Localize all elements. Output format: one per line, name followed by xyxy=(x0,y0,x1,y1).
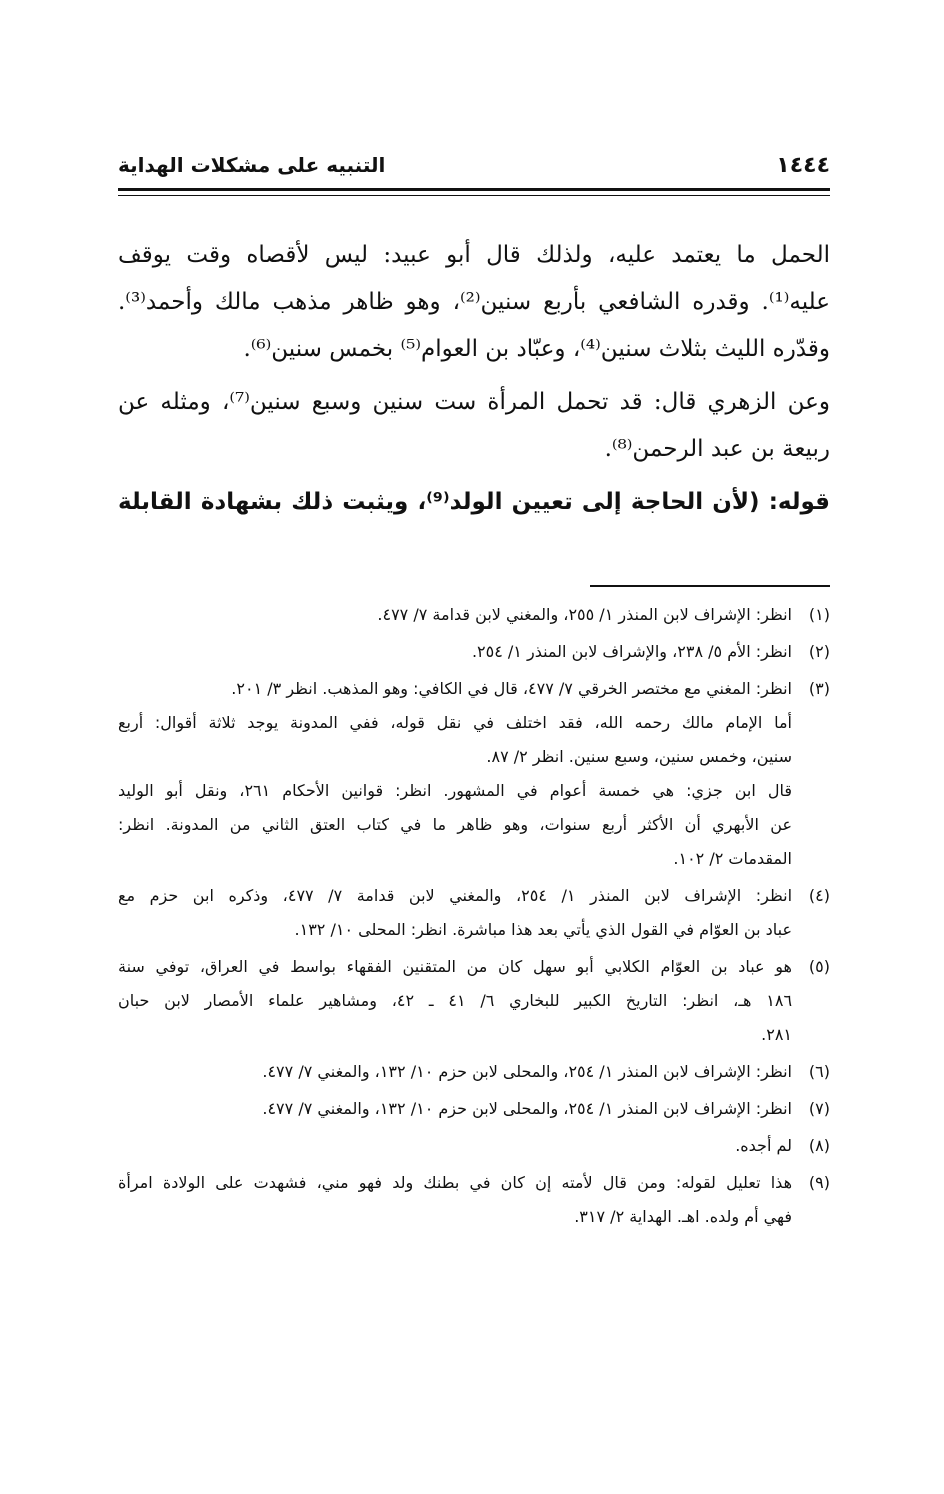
footnote-number: (٣) xyxy=(808,679,830,698)
text-line: وقدّره الليث بثلاث سنين⁽⁴⁾، وعبّاد بن العوام⁽⁵⁾ بخمس سنين⁽⁶⁾. xyxy=(243,336,830,362)
footnote-line: انظر: الأم ٥/ ٢٣٨، والإشراف لابن المنذر ١/ ٢٥٤. xyxy=(471,642,792,661)
footnote-number: (٥) xyxy=(808,957,830,976)
footnote-line: أما الإمام مالك رحمه الله، فقد اختلف في نقل قوله، ففي المدونة يوجد ثلاثة أقوال: أربع xyxy=(118,713,792,732)
quoted-statement xyxy=(118,479,830,526)
footnote-number: (٩) xyxy=(808,1173,830,1192)
footnote-line: عن الأبهري أن الأكثر أربع سنوات، وهو ظاهر ما في كتاب العتق الثاني من المدونة. انظر: xyxy=(118,815,792,834)
header-rule-thick xyxy=(118,188,830,191)
text-line: ربيعة بن عبد الرحمن⁽⁸⁾. xyxy=(604,436,830,462)
footnote xyxy=(118,672,830,876)
footnote-line: المقدمات ٢/ ١٠٢. xyxy=(673,849,792,868)
footnote xyxy=(118,1055,830,1089)
footnote xyxy=(118,879,830,947)
footnote-line: قال ابن جزي: هي خمسة أعوام في المشهور. انظر: قوانين الأحكام ٢٦١، ونقل أبو الوليد xyxy=(118,781,792,800)
footnote xyxy=(118,1129,830,1163)
text-line: قوله: (لأن الحاجة إلى تعيين الولد⁽⁹⁾، ويثبت ذلك بشهادة القابلة xyxy=(118,489,830,515)
footnote-line: انظر: المغني مع مختصر الخرقي ٧/ ٤٧٧، قال في الكافي: وهو المذهب. انظر ٣/ ٢٠١. xyxy=(231,679,792,698)
footnote-number: (٢) xyxy=(808,642,830,661)
header-rule-thin xyxy=(118,195,830,196)
footnote-line: لم أجده. xyxy=(735,1136,792,1155)
footnote-line: هو عباد بن العوّام الكلابي أبو سهل كان من المتقنين الفقهاء بواسط في العراق، توفي سنة xyxy=(118,957,792,976)
footnote-number: (٤) xyxy=(808,886,830,905)
footnote-number: (٧) xyxy=(808,1099,830,1118)
footnote-separator xyxy=(590,585,830,587)
footnote-line: عباد بن العوّام في القول الذي يأتي بعد هذا مباشرة. انظر: المحلى ١٠/ ١٣٢. xyxy=(294,920,792,939)
text-line: وعن الزهري قال: قد تحمل المرأة ست سنين وسبع سنين⁽⁷⁾، ومثله عن xyxy=(118,389,830,415)
footnote xyxy=(118,1092,830,1126)
footnote-line: ٢٨١. xyxy=(761,1025,792,1044)
footnote-line: فهي أم ولده. اهـ. الهداية ٢/ ٣١٧. xyxy=(574,1207,792,1226)
footnote-line: ١٨٦ هـ، انظر: التاريخ الكبير للبخاري ٦/ ٤١ ـ ٤٢، ومشاهير علماء الأمصار لابن حبان xyxy=(118,991,793,1010)
footnote-line: انظر: الإشراف لابن المنذر ١/ ٢٥٤، والمحلى لابن حزم ١٠/ ١٣٢، والمغني ٧/ ٤٧٧. xyxy=(262,1062,792,1081)
footnote-number: (١) xyxy=(808,605,830,624)
footnote-line: هذا تعليل لقوله: ومن قال لأمته إن كان في بطنك ولد فهو مني، فشهدت على الولادة امرأة xyxy=(118,1173,792,1192)
running-header xyxy=(118,150,830,180)
footnote-line: انظر: الإشراف لابن المنذر ١/ ٢٥٤، والمحلى لابن حزم ١٠/ ١٣٢، والمغني ٧/ ٤٧٧. xyxy=(262,1099,792,1118)
footnote xyxy=(118,950,830,1052)
footnote xyxy=(118,635,830,669)
footnote xyxy=(118,598,830,632)
footnote-line: انظر: الإشراف لابن المنذر ١/ ٢٥٤، والمغني لابن قدامة ٧/ ٤٧٧، وذكره ابن حزم مع xyxy=(118,886,793,905)
paragraph-2 xyxy=(118,379,830,473)
page-number: ١٤٤٤ xyxy=(776,152,830,178)
footnote-number: (٨) xyxy=(808,1136,830,1155)
footnote-line: انظر: الإشراف لابن المنذر ١/ ٢٥٥، والمغني لابن قدامة ٧/ ٤٧٧. xyxy=(377,605,792,624)
footnote-number: (٦) xyxy=(808,1062,830,1081)
text-line: عليه⁽¹⁾. وقدره الشافعي بأربع سنين⁽²⁾، وهو ظاهر مذهب مالك وأحمد⁽³⁾. xyxy=(118,289,830,315)
footnote-line: سنين، وخمس سنين، وسبع سنين. انظر ٢/ ٨٧. xyxy=(486,747,792,766)
paragraph-1 xyxy=(118,232,830,373)
text-line: الحمل ما يعتمد عليه، ولذلك قال أبو عبيد: ليس لأقصاه وقت يوقف xyxy=(118,242,830,268)
book-title: التنبيه على مشكلات الهداية xyxy=(118,153,386,177)
footnote xyxy=(118,1166,830,1234)
footnotes xyxy=(118,598,830,1237)
main-text xyxy=(118,232,830,526)
